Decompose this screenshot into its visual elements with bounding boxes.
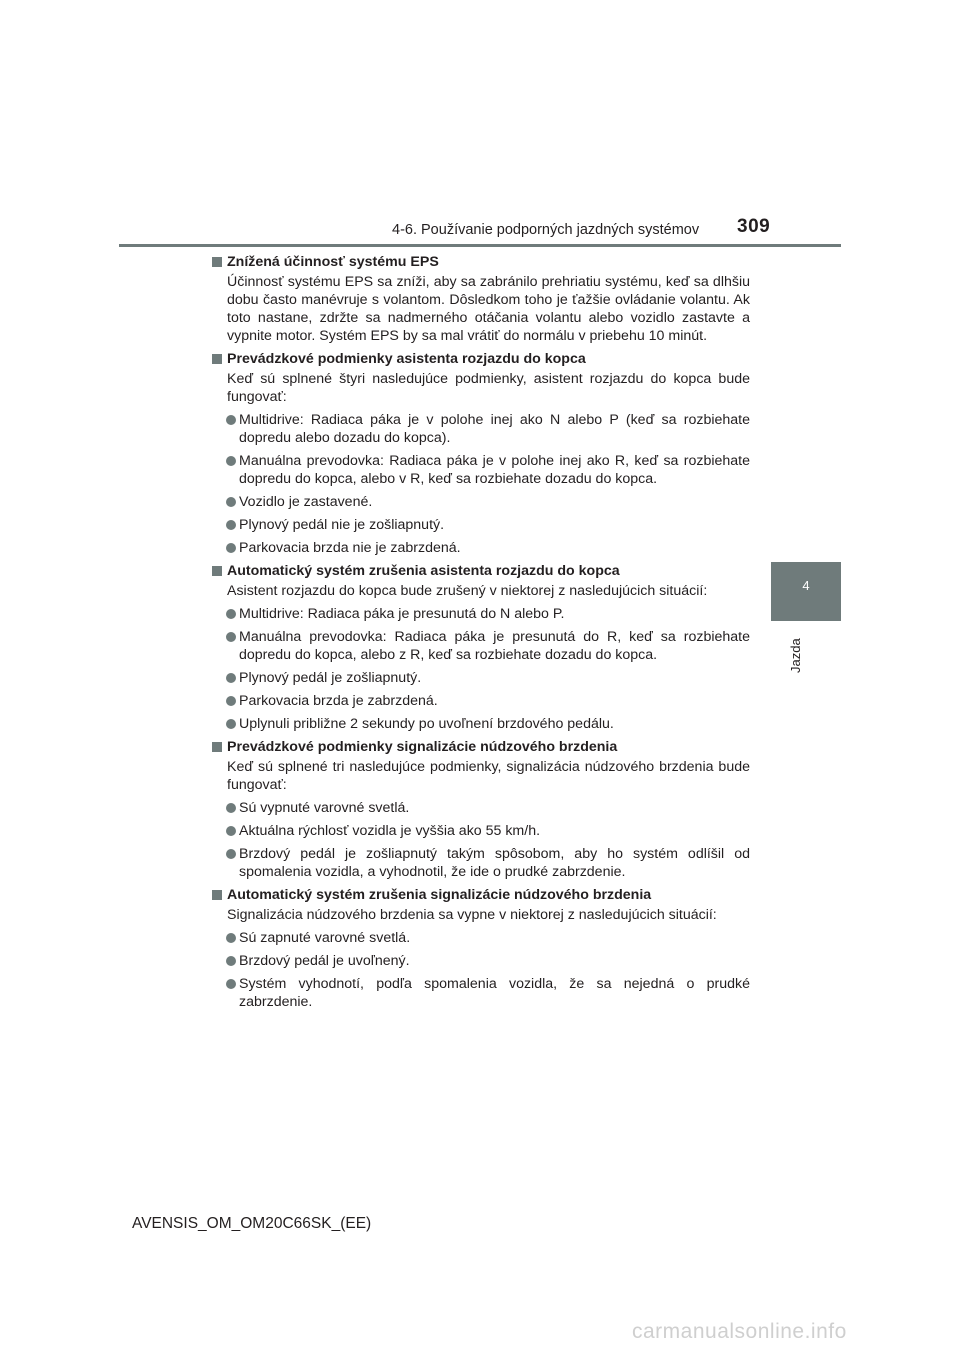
square-bullet-icon: [212, 890, 222, 900]
list-item-text: Plynový pedál je zošliapnutý.: [239, 670, 422, 686]
list-item-text: Sú vypnuté varovné svetlá.: [239, 800, 410, 816]
list-item: [212, 669, 750, 687]
section-heading-text: Automatický systém zrušenia signalizácie núdzového brzdenia: [227, 887, 652, 903]
round-bullet-icon: [226, 543, 236, 553]
section-paragraph: Účinnosť systému EPS sa zníži, aby sa zabránilo prehriatiu systému, keď sa dlhšiu dobu často manévruje s volantom. Dôsledkom toho je ťažšie ovládanie volantu. Ak toto nastane, zdržte sa nadmerného otáčania volantu alebo vozidlo zastavte a vypnite motor. Systém EPS by sa mal vrátiť do normálu v priebehu 10 minút.: [227, 274, 750, 344]
list-item: [212, 845, 750, 881]
list-item-text: Brzdový pedál je uvoľnený.: [239, 953, 410, 969]
list-item: [212, 975, 750, 1011]
round-bullet-icon: [226, 520, 236, 530]
section-emergency-brake-signal-cancel: [212, 886, 750, 1011]
section-heading-text: Znížená účinnosť systému EPS: [227, 254, 439, 270]
round-bullet-icon: [226, 609, 236, 619]
square-bullet-icon: [212, 566, 222, 576]
list-item: [212, 715, 750, 733]
section-heading: [212, 253, 750, 271]
round-bullet-icon: [226, 415, 236, 425]
list-item-text: Manuálna prevodovka: Radiaca páka je presunutá do R, keď sa rozbiehate dopredu do kopca, alebo z R, keď sa rozbiehate dozadu do kopca.: [239, 629, 750, 663]
list-item-text: Brzdový pedál je zošliapnutý takým spôsobom, aby ho systém odlíšil od spomalenia vozidla, a vyhodnotil, že ide o prudké zabrzdenie.: [239, 846, 750, 880]
page-content: [212, 253, 750, 1011]
section-paragraph: Keď sú splnené tri nasledujúce podmienky, signalizácia núdzového brzdenia bude fungovať:: [227, 759, 750, 793]
list-item: [212, 799, 750, 817]
section-heading-text: Prevádzkové podmienky signalizácie núdzového brzdenia: [227, 739, 618, 755]
list-item: [212, 605, 750, 623]
list-item: [212, 952, 750, 970]
page-number: 309: [737, 216, 771, 237]
round-bullet-icon: [226, 673, 236, 683]
chapter-label: Jazda: [788, 638, 803, 673]
section-paragraph: Signalizácia núdzového brzdenia sa vypne v niektorej z nasledujúcich situácií:: [227, 907, 717, 923]
section-paragraph: Keď sú splnené štyri nasledujúce podmienky, asistent rozjazdu do kopca bude fungovať:: [227, 371, 750, 405]
list-item: [212, 822, 750, 840]
section-heading: [212, 886, 750, 904]
round-bullet-icon: [226, 719, 236, 729]
list-item: [212, 411, 750, 447]
list-item-text: Multidrive: Radiaca páka je presunutá do N alebo P.: [239, 606, 565, 622]
section-heading: [212, 562, 750, 580]
section-eps: [212, 253, 750, 345]
list-item-text: Systém vyhodnotí, podľa spomalenia vozidla, že sa nejedná o prudké zabrzdenie.: [239, 976, 750, 1010]
chapter-label-box: [784, 633, 804, 673]
section-paragraph: Asistent rozjazdu do kopca bude zrušený v niektorej z nasledujúcich situácií:: [227, 583, 708, 599]
list-item: [212, 929, 750, 947]
list-item-text: Sú zapnuté varovné svetlá.: [239, 930, 411, 946]
list-item-text: Vozidlo je zastavené.: [239, 494, 373, 510]
list-item: [212, 692, 750, 710]
section-heading: [212, 738, 750, 756]
list-item: [212, 493, 750, 511]
round-bullet-icon: [226, 933, 236, 943]
chapter-tab: [771, 562, 841, 621]
round-bullet-icon: [226, 456, 236, 466]
list-item-text: Parkovacia brzda nie je zabrzdená.: [239, 540, 461, 556]
section-heading-text: Automatický systém zrušenia asistenta rozjazdu do kopca: [227, 563, 620, 579]
round-bullet-icon: [226, 497, 236, 507]
list-item: [212, 452, 750, 488]
list-item-text: Aktuálna rýchlosť vozidla je vyššia ako 55 km/h.: [239, 823, 541, 839]
round-bullet-icon: [226, 826, 236, 836]
round-bullet-icon: [226, 849, 236, 859]
round-bullet-icon: [226, 632, 236, 642]
list-item-text: Parkovacia brzda je zabrzdená.: [239, 693, 438, 709]
list-item: [212, 539, 750, 557]
section-heading-text: Prevádzkové podmienky asistenta rozjazdu do kopca: [227, 351, 586, 367]
square-bullet-icon: [212, 354, 222, 364]
square-bullet-icon: [212, 257, 222, 267]
list-item-text: Manuálna prevodovka: Radiaca páka je v polohe inej ako R, keď sa rozbiehate dopredu do kopca, alebo v R, keď sa rozbiehate dozadu do kopca.: [239, 453, 750, 487]
list-item-text: Uplynuli približne 2 sekundy po uvoľnení brzdového pedálu.: [239, 716, 614, 732]
section-hill-start-conditions: [212, 350, 750, 557]
round-bullet-icon: [226, 696, 236, 706]
round-bullet-icon: [226, 979, 236, 989]
header-section-title: 4-6. Používanie podporných jazdných systémov: [392, 222, 700, 238]
watermark: carmanualsonline.info: [632, 1320, 847, 1343]
section-emergency-brake-signal-conditions: [212, 738, 750, 881]
header-divider: [119, 244, 841, 247]
round-bullet-icon: [226, 956, 236, 966]
document-code: AVENSIS_OM_OM20C66SK_(EE): [132, 1215, 372, 1232]
list-item: [212, 628, 750, 664]
square-bullet-icon: [212, 742, 222, 752]
list-item: [212, 516, 750, 534]
list-item-text: Multidrive: Radiaca páka je v polohe inej ako N alebo P (keď sa rozbiehate dopredu alebo dozadu do kopca).: [239, 412, 750, 446]
chapter-number: 4: [802, 578, 810, 593]
section-hill-start-cancel: [212, 562, 750, 733]
round-bullet-icon: [226, 803, 236, 813]
section-heading: [212, 350, 750, 368]
list-item-text: Plynový pedál nie je zošliapnutý.: [239, 517, 445, 533]
